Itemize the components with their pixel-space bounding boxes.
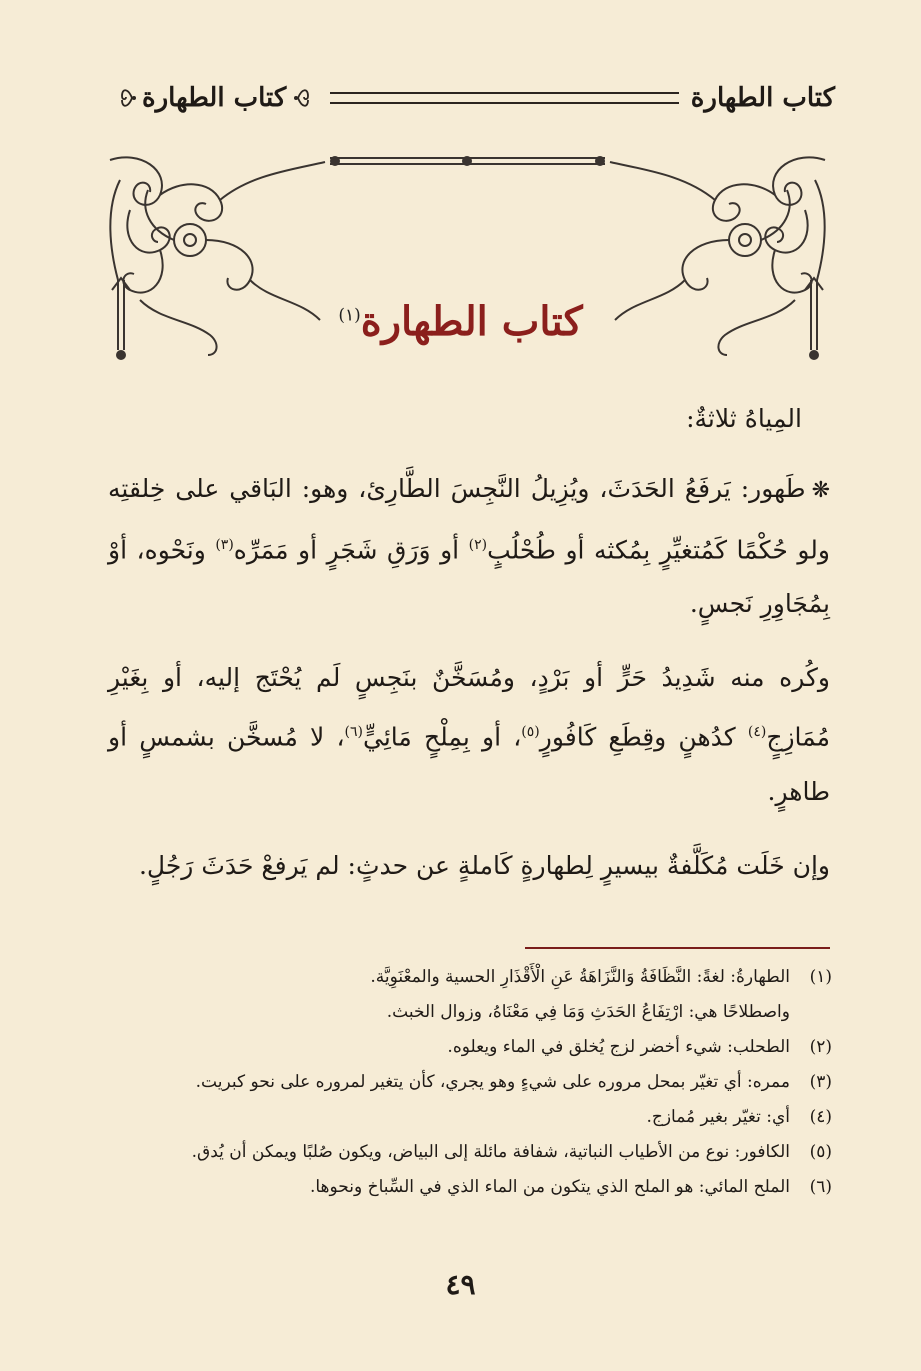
footnote-ref[interactable]: (٤)	[747, 724, 767, 741]
footnote-number: (٦)	[809, 1177, 832, 1197]
running-header-title-left: كتاب الطهارة	[142, 83, 287, 113]
header-ornament-icon	[100, 86, 136, 110]
footnote-item	[104, 1030, 832, 1065]
footnote-text: الطهارةُ: لغةً: النَّظَافَةُ وَالنَّزَاهَةُ عَنِ الْأَقْذَارِ الحسية والمعْنَوِيَّة.	[370, 967, 790, 987]
footnote-text: ممره: أي تغيّر بمحل مروره على شيءٍ وهو يجري، كأن يتغير لمروره على نحو كبريت.	[195, 1072, 790, 1092]
footnote-ref[interactable]: (١)	[338, 305, 361, 326]
footnote-text: الملح المائي: هو الملح الذي يتكون من الماء الذي في السِّباخ ونحوها.	[309, 1177, 790, 1197]
footnote-text: الكافور: نوع من الأطياب النباتية، شفافة مائلة إلى البياض، ويكون صُلبًا ويمكن أن يُدق.	[191, 1142, 790, 1162]
footnote-ref[interactable]: (٦)	[344, 724, 364, 741]
intro-line: المِياهُ ثلاثةٌ:	[686, 404, 802, 433]
paragraph-tahur	[108, 462, 830, 631]
header-ornament-icon	[294, 86, 330, 110]
footnote-item	[104, 1100, 832, 1135]
page-number: ٤٩	[445, 1268, 476, 1301]
running-header-title-right: كتاب الطهارة	[690, 83, 835, 113]
footnote-item	[104, 995, 832, 1030]
footnote-item	[104, 1065, 832, 1100]
paragraph-text: ونَحْوه، أوْ بِمُجَاوِرِ نَجسٍ.	[108, 535, 830, 619]
footnote-text: الطحلب: شيء أخضر لزج يُخلق في الماء ويعلوه.	[447, 1037, 790, 1057]
paragraph-text: ، أو بِمِلْحٍ مَائِيٍّ	[363, 722, 522, 752]
main-text	[108, 392, 830, 913]
chapter-title	[0, 298, 921, 345]
footnote-number: (٢)	[809, 1037, 832, 1057]
footnote-number: (٤)	[809, 1107, 832, 1127]
footnote-ref[interactable]: (٢)	[468, 537, 488, 553]
footnote-item	[104, 1135, 832, 1170]
footnote-text: أي: تغيّر بغير مُمازج.	[646, 1107, 790, 1127]
paragraph-text: أو وَرَقِ شَجَرٍ أو مَمَرِّه	[233, 535, 469, 565]
paragraph-text: وكُره منه شَدِيدُ حَرٍّ أو بَرْدٍ، ومُسَخَّنٌ بنَجِسٍ لَم يُحْتَج إليه، أو بِغَيْرِ مُمَازِجٍ	[108, 663, 830, 752]
paragraph-makruh	[108, 651, 830, 818]
footnote-ref[interactable]: (٣)	[215, 537, 234, 553]
footnote-text: واصطلاحًا هي: ارْتِفَاعُ الحَدَثِ وَمَا فِي مَعْنَاهُ، وزوال الخبث.	[386, 1002, 790, 1022]
footnote-number: (٥)	[809, 1142, 832, 1162]
footnote-number: (٣)	[809, 1072, 832, 1092]
star-marker-icon: ❋	[811, 478, 830, 503]
footnote-number: (١)	[809, 967, 832, 987]
running-header	[100, 78, 835, 118]
paragraph-text: ، لا مُسخَّن بشمسٍ أو طاهرٍ.	[108, 722, 830, 806]
chapter-title-text: كتاب الطهارة	[360, 298, 583, 345]
paragraph-text: طَهور: يَرفَعُ الحَدَثَ، ويُزِيلُ النَّجِسَ الطَّارِئ، وهو: البَاقي على خِلقتِه ولو حُكْمًا كَمُتغيِّرٍ بِمُكثه أو طُحْلُبٍ	[108, 474, 830, 565]
header-double-rule	[330, 92, 679, 104]
paragraph-khalat: وإن خَلَت مُكَلَّفةٌ بيسيرٍ لِطهارةٍ كَاملةٍ عن حدثٍ: لم يَرفعْ حَدَثَ رَجُلٍ.	[138, 850, 830, 880]
footnote-ref[interactable]: (٥)	[521, 724, 540, 741]
footnote-separator	[525, 947, 830, 949]
footnote-item	[104, 960, 832, 995]
footnote-item	[104, 1170, 832, 1205]
footnotes	[104, 960, 832, 1205]
paragraph-text: كدُهنٍ وقِطَعِ كَافُورٍ	[539, 722, 748, 752]
